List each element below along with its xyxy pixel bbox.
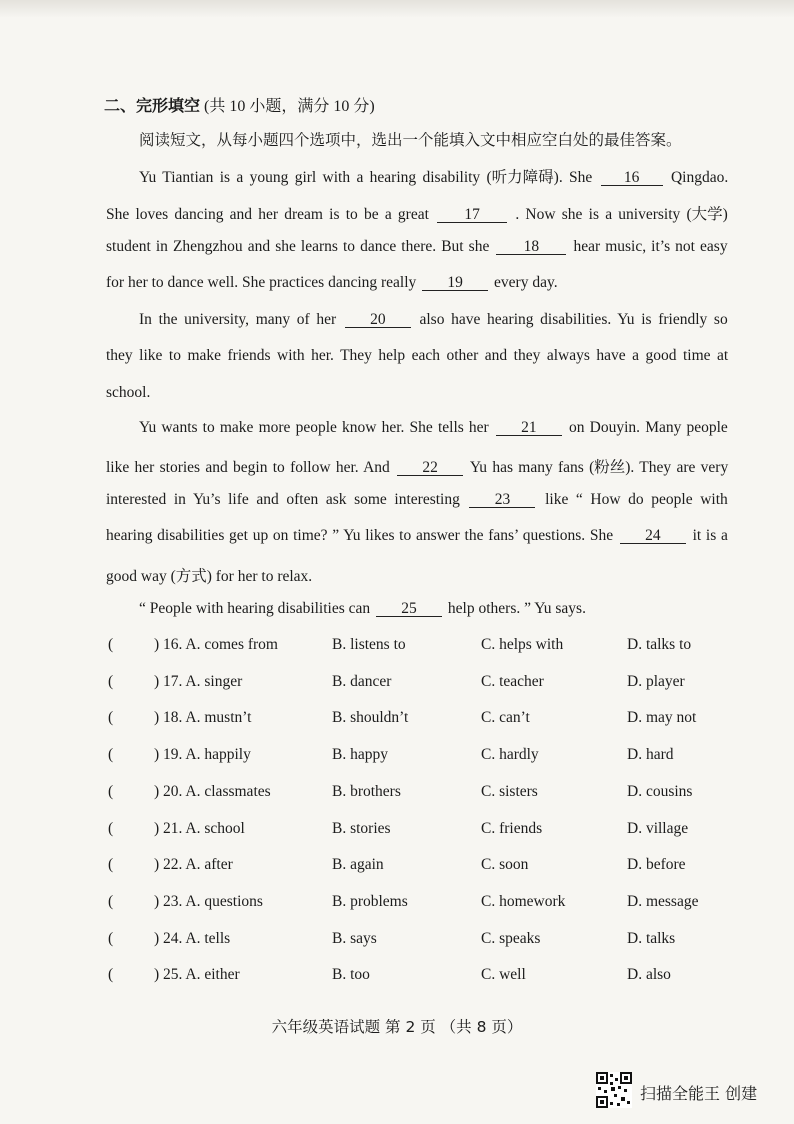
option-c: C. teacher xyxy=(481,672,544,690)
passage-text: . Now she is a university (大学) xyxy=(515,206,728,223)
option-a: ) 20. A. classmates xyxy=(154,782,271,800)
answer-blank: 16 xyxy=(601,170,663,186)
answer-blank: 22 xyxy=(397,460,463,476)
option-c: C. sisters xyxy=(481,782,538,800)
passage-text: it is a xyxy=(692,527,728,544)
question-row xyxy=(108,930,748,952)
passage-text: help others. ” Yu says. xyxy=(447,600,586,617)
answer-blank: 18 xyxy=(496,239,566,255)
passage-line xyxy=(106,527,728,545)
answer-paren[interactable]: ( xyxy=(108,746,114,764)
option-a: ) 19. A. happily xyxy=(154,746,251,764)
option-d: D. message xyxy=(627,892,699,910)
scan-shadow xyxy=(0,0,794,18)
option-b: B. too xyxy=(332,966,370,984)
passage-text: school. xyxy=(106,384,151,401)
option-b: B. stories xyxy=(332,819,391,837)
option-b: B. brothers xyxy=(332,782,401,800)
qr-code-icon xyxy=(596,1072,632,1108)
passage-line xyxy=(106,347,728,365)
option-a: ) 25. A. either xyxy=(154,966,240,984)
option-a: ) 18. A. mustn’t xyxy=(154,709,252,727)
passage-line xyxy=(106,491,728,509)
passage-text: for her to dance well. She practices dancing really xyxy=(106,274,417,291)
answer-paren[interactable]: ( xyxy=(108,819,114,837)
answer-paren[interactable]: ( xyxy=(108,966,114,984)
option-b: B. shouldn’t xyxy=(332,709,409,727)
passage-text: student in Zhengzhou and she learns to dance there. But she xyxy=(106,238,490,255)
option-b: B. problems xyxy=(332,892,408,910)
option-c: C. speaks xyxy=(481,929,541,947)
passage-line xyxy=(106,455,728,477)
question-row xyxy=(108,636,748,658)
answer-blank: 25 xyxy=(376,601,442,617)
option-a: ) 24. A. tells xyxy=(154,929,231,947)
passage-line xyxy=(106,238,728,256)
option-b: B. again xyxy=(332,856,384,874)
option-d: D. cousins xyxy=(627,782,693,800)
passage-text: they like to make friends with her. They help each other and they always have a good time at xyxy=(106,347,729,364)
passage-text: every day. xyxy=(494,274,558,291)
passage-line xyxy=(139,600,586,618)
option-d: D. may not xyxy=(627,709,697,727)
option-a: ) 17. A. singer xyxy=(154,672,243,690)
option-c: C. friends xyxy=(481,819,543,837)
option-c: C. can’t xyxy=(481,709,530,727)
answer-paren[interactable]: ( xyxy=(108,929,114,947)
answer-blank: 21 xyxy=(496,420,562,436)
option-a: ) 23. A. questions xyxy=(154,892,263,910)
passage-text: “ People with hearing disabilities can xyxy=(139,600,371,617)
passage-text: like “ How do people with xyxy=(545,491,728,508)
answer-blank: 20 xyxy=(345,312,411,328)
option-c: C. helps with xyxy=(481,636,564,653)
question-row xyxy=(108,673,748,695)
passage-text: hear music, it’s not easy xyxy=(573,238,728,255)
passage-text: Yu Tiantian is a young girl with a hearing disability (听力障碍). She xyxy=(139,169,593,186)
option-b: B. happy xyxy=(332,746,388,764)
passage-line xyxy=(106,564,312,586)
passage-text: like her stories and begin to follow her. And xyxy=(106,459,390,476)
passage-text: on Douyin. Many people xyxy=(569,419,728,436)
option-a: ) 16. A. comes from xyxy=(154,636,278,653)
passage-text: good way (方式) for her to relax. xyxy=(106,568,313,585)
passage-line xyxy=(139,165,728,187)
passage-text: In the university, many of her xyxy=(139,311,337,328)
option-d: D. village xyxy=(627,819,689,837)
answer-blank: 24 xyxy=(620,528,686,544)
question-row xyxy=(108,820,748,842)
answer-blank: 23 xyxy=(469,492,535,508)
answer-paren[interactable]: ( xyxy=(108,856,114,874)
instruction: 阅读短文，从每小题四个选项中，选出一个能填入文中相应空白处的最佳答案。 xyxy=(139,132,682,149)
option-c: C. soon xyxy=(481,856,529,874)
answer-paren[interactable]: ( xyxy=(108,636,114,653)
passage-text: Yu wants to make more people know her. She tells her xyxy=(139,419,489,436)
question-row xyxy=(108,893,748,915)
option-d: D. player xyxy=(627,672,685,690)
option-d: D. before xyxy=(627,856,686,874)
option-b: B. listens to xyxy=(332,636,406,653)
passage-text: Yu has many fans (粉丝). They are very xyxy=(469,459,729,476)
answer-blank: 19 xyxy=(422,275,488,291)
option-c: C. hardly xyxy=(481,746,539,764)
passage-text: Qingdao. xyxy=(670,169,729,186)
passage-text: also have hearing disabilities. Yu is friendly so xyxy=(419,311,728,328)
option-d: D. hard xyxy=(627,746,674,764)
section-number: 二、完形填空 xyxy=(104,96,201,115)
section-info: (共 10 小题，满分 10 分) xyxy=(204,98,375,115)
passage-text: hearing disabilities get up on time? ” Yu likes to answer the fans’ questions. She xyxy=(106,527,614,544)
scanner-watermark: 扫描全能王 创建 xyxy=(640,1084,758,1103)
question-row xyxy=(108,856,748,878)
answer-paren[interactable]: ( xyxy=(108,709,114,727)
passage-line xyxy=(106,384,150,402)
question-row xyxy=(108,783,748,805)
option-a: ) 22. A. after xyxy=(154,856,233,874)
answer-paren[interactable]: ( xyxy=(108,672,114,690)
passage-line xyxy=(106,274,558,292)
section-title xyxy=(104,93,375,116)
option-c: C. homework xyxy=(481,892,566,910)
question-row xyxy=(108,966,748,988)
option-d: D. also xyxy=(627,966,671,984)
answer-blank: 17 xyxy=(437,207,507,223)
option-d: D. talks xyxy=(627,929,676,947)
passage-line xyxy=(139,419,728,437)
answer-paren[interactable]: ( xyxy=(108,892,114,910)
option-a: ) 21. A. school xyxy=(154,819,245,837)
answer-paren[interactable]: ( xyxy=(108,782,114,800)
passage-text: interested in Yu’s life and often ask some interesting xyxy=(106,491,460,508)
option-b: B. dancer xyxy=(332,672,392,690)
option-d: D. talks to xyxy=(627,636,692,653)
page-footer: 六年级英语试题 第 2 页 （共 8 页） xyxy=(271,1018,523,1036)
passage-text: She loves dancing and her dream is to be a great xyxy=(106,206,429,223)
passage-line xyxy=(139,311,728,329)
question-row xyxy=(108,709,748,731)
option-b: B. says xyxy=(332,929,377,947)
option-c: C. well xyxy=(481,966,526,984)
question-row xyxy=(108,746,748,768)
passage-line xyxy=(106,202,728,224)
